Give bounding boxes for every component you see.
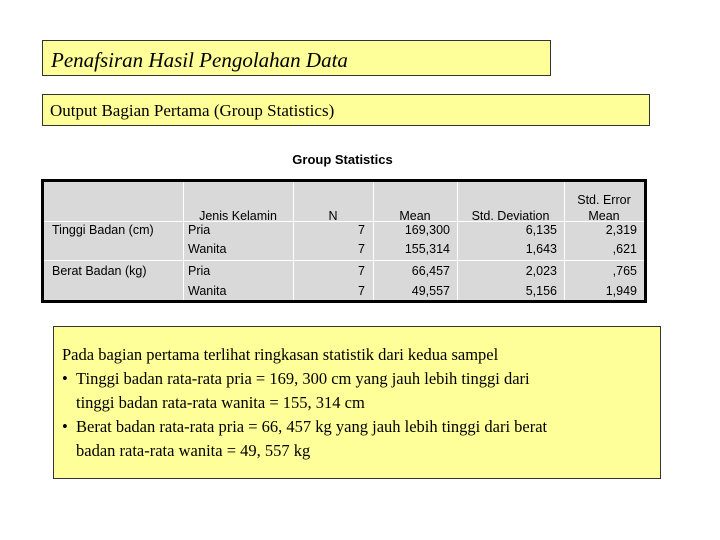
std-deviation-cell: 2,023 xyxy=(525,264,557,278)
std-error-cell: 1,949 xyxy=(605,284,637,298)
variable-label: Berat Badan (kg) xyxy=(52,264,147,278)
std-error-cell: ,621 xyxy=(612,242,637,256)
bullet-text-line: Tinggi badan rata-rata pria = 169, 300 cm yang jauh lebih tinggi dari xyxy=(76,369,530,388)
mean-cell: 49,557 xyxy=(411,284,450,298)
interpretation-note xyxy=(53,326,661,479)
header-gender: Jenis Kelamin xyxy=(199,209,277,223)
bullet-item xyxy=(62,415,654,463)
variable-label: Tinggi Badan (cm) xyxy=(52,223,154,237)
column-divider xyxy=(183,182,184,300)
gender-cell: Wanita xyxy=(188,284,227,298)
std-error-cell: ,765 xyxy=(612,264,637,278)
header-std-error-mean: Mean xyxy=(588,209,620,223)
bullet-text-line: badan rata-rata wanita = 49, 557 kg xyxy=(76,441,311,460)
n-cell: 7 xyxy=(358,242,365,256)
bullet-item xyxy=(62,367,654,415)
mean-cell: 155,314 xyxy=(404,242,450,256)
group-divider xyxy=(44,260,644,261)
header-n: N xyxy=(328,209,338,223)
n-cell: 7 xyxy=(358,223,365,237)
header-std-error: Std. Error xyxy=(577,193,631,207)
header-std-deviation: Std. Deviation xyxy=(471,209,550,223)
note-intro: Pada bagian pertama terlihat ringkasan statistik dari kedua sampel xyxy=(62,345,499,364)
bullet-icon: • xyxy=(62,369,68,388)
header-mean: Mean xyxy=(399,209,431,223)
bullet-text-line: tinggi badan rata-rata wanita = 155, 314 cm xyxy=(76,393,365,412)
slide-title: Penafsiran Hasil Pengolahan Data xyxy=(42,40,551,76)
column-divider xyxy=(293,182,294,300)
gender-cell: Pria xyxy=(188,223,211,237)
section-subtitle: Output Bagian Pertama (Group Statistics) xyxy=(42,94,650,126)
group-statistics-table xyxy=(41,179,647,303)
std-deviation-cell: 6,135 xyxy=(525,223,557,237)
bullet-text-line: Berat badan rata-rata pria = 66, 457 kg yang jauh lebih tinggi dari berat xyxy=(76,417,548,436)
mean-cell: 169,300 xyxy=(404,223,450,237)
column-divider xyxy=(373,182,374,300)
n-cell: 7 xyxy=(358,264,365,278)
bullet-icon: • xyxy=(62,417,68,436)
n-cell: 7 xyxy=(358,284,365,298)
mean-cell: 66,457 xyxy=(411,264,450,278)
gender-cell: Pria xyxy=(188,264,211,278)
std-deviation-cell: 1,643 xyxy=(525,242,557,256)
column-divider xyxy=(457,182,458,300)
std-error-cell: 2,319 xyxy=(605,223,637,237)
std-deviation-cell: 5,156 xyxy=(525,284,557,298)
gender-cell: Wanita xyxy=(188,242,227,256)
table-title: Group Statistics xyxy=(292,152,393,167)
